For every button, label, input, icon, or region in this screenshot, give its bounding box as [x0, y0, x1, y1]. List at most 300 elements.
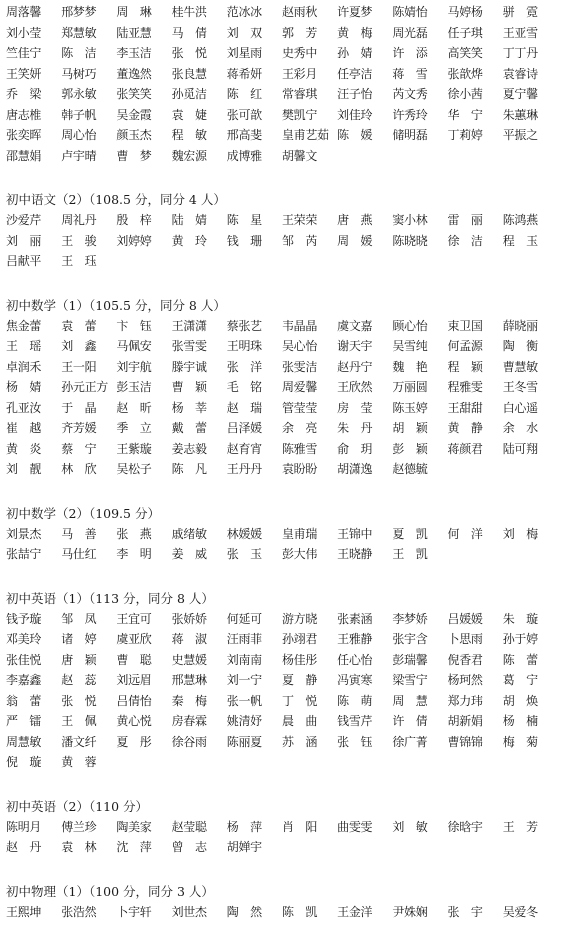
student-name: 陈雅雪 — [281, 441, 318, 456]
student-name: 朱 丹 — [337, 421, 373, 435]
student-name: 赵德毓 — [392, 462, 428, 476]
student-name: 孙翊君 — [281, 632, 318, 646]
student-name: 李 明 — [116, 547, 152, 561]
student-name: 吕媛媛 — [447, 611, 483, 626]
score-section — [6, 797, 558, 858]
student-name: 赵 蕊 — [61, 673, 97, 687]
student-name: 管莹莹 — [281, 400, 318, 415]
student-name: 傅兰珍 — [61, 819, 97, 834]
student-name: 戚绪敏 — [171, 526, 207, 541]
student-name: 黄 梅 — [337, 25, 373, 40]
student-name: 朱蕙琳 — [502, 107, 538, 122]
student-name: 吴松子 — [116, 462, 152, 476]
student-name: 韦晶晶 — [281, 318, 318, 333]
student-name: 曹 颖 — [171, 380, 207, 394]
section-heading: 初中语文（2）（108.5 分，同分 4 人） — [6, 192, 226, 207]
student-name: 虞亚欣 — [116, 632, 152, 646]
student-name: 张娇娇 — [171, 611, 207, 626]
student-name: 秦 梅 — [171, 693, 207, 708]
student-name: 任亭洁 — [337, 66, 373, 81]
student-name: 齐芳媛 — [61, 421, 97, 435]
student-name: 汪雨菲 — [226, 632, 262, 646]
student-name: 许秀玲 — [392, 107, 428, 122]
student-name: 束卫国 — [447, 318, 483, 333]
student-name: 沈 萍 — [116, 840, 152, 854]
student-name: 邹 凤 — [61, 611, 97, 626]
student-name: 刘 梅 — [502, 526, 538, 541]
student-name: 钱予璇 — [6, 611, 42, 626]
student-name: 薛晓丽 — [502, 318, 538, 333]
student-name: 曹慧敏 — [502, 359, 538, 374]
student-name: 孙觅洁 — [171, 87, 207, 101]
student-name: 王紫璇 — [116, 441, 152, 456]
student-name: 黄心悦 — [116, 714, 152, 728]
student-name: 陶 衡 — [502, 339, 538, 353]
student-name: 张雪雯 — [171, 339, 207, 353]
student-name: 白心遥 — [502, 400, 538, 415]
name-grid — [6, 902, 558, 923]
name-grid — [6, 2, 558, 166]
student-name: 程 颖 — [447, 359, 483, 374]
section-heading: 初中英语（1）（113 分，同分 8 人） — [6, 590, 214, 606]
student-name: 钱 珊 — [226, 233, 262, 248]
student-name: 赵丹宁 — [337, 359, 373, 374]
student-name: 王金洋 — [337, 904, 373, 919]
student-name: 王 瑶 — [6, 339, 42, 353]
student-name: 芮文秀 — [392, 87, 428, 101]
student-name: 毛 铭 — [226, 380, 262, 394]
student-name: 赵 昕 — [116, 400, 152, 415]
student-name: 刘 靓 — [6, 462, 42, 476]
student-name: 蒋 淑 — [171, 632, 207, 646]
score-section — [6, 2, 558, 166]
student-name: 吕倩怡 — [116, 693, 152, 708]
student-name: 林媛媛 — [226, 526, 262, 541]
student-name: 许 添 — [392, 46, 428, 60]
student-name: 尹姝娴 — [392, 904, 428, 919]
student-name: 邢慧琳 — [171, 673, 207, 687]
student-name: 王彩月 — [281, 66, 318, 81]
student-name: 俞 玥 — [337, 441, 373, 456]
student-name: 陆 婧 — [171, 213, 207, 227]
student-name: 卜宇轩 — [116, 904, 152, 919]
student-name: 诸 婷 — [61, 632, 97, 646]
student-name: 孙于婷 — [502, 632, 538, 646]
student-name: 卞 钰 — [116, 318, 152, 333]
student-name: 夏 凯 — [392, 526, 428, 541]
name-grid — [6, 210, 558, 272]
student-name: 梁雪宁 — [392, 673, 428, 687]
student-name: 夏 彤 — [116, 734, 152, 749]
student-name: 杨 萍 — [226, 819, 262, 834]
student-name: 吴金霞 — [116, 107, 152, 122]
student-name: 卢宇晴 — [61, 148, 97, 163]
student-name: 周 慧 — [392, 693, 428, 708]
student-name: 孙 婧 — [337, 46, 373, 60]
student-name: 刘 敏 — [392, 819, 428, 834]
student-name: 陈明月 — [6, 819, 42, 834]
student-name: 丁 悦 — [281, 693, 318, 708]
student-name: 杨 楠 — [502, 714, 538, 728]
student-name: 蔡 宁 — [61, 441, 97, 456]
student-name: 董逸然 — [116, 66, 152, 81]
student-name: 张佳悦 — [6, 652, 42, 667]
student-name: 陈 星 — [226, 213, 262, 227]
student-name: 张宇含 — [392, 632, 428, 646]
student-name: 林 欣 — [61, 462, 97, 476]
student-name: 李梦娇 — [392, 611, 428, 626]
student-name: 彭 颖 — [392, 441, 428, 456]
student-name: 刘 双 — [226, 25, 262, 40]
student-name: 杨 婧 — [6, 380, 42, 394]
student-name: 周 琳 — [116, 5, 152, 19]
student-name: 韩子帆 — [61, 107, 97, 122]
student-name: 吴爱冬 — [502, 904, 538, 919]
student-name: 杨珂然 — [447, 673, 483, 687]
student-name: 王潇潇 — [171, 318, 207, 333]
student-name: 焦金蕾 — [6, 318, 42, 333]
student-name: 雷 丽 — [447, 213, 483, 227]
student-name: 孙元正方 — [61, 380, 108, 394]
student-name: 皇甫艺茹 — [281, 128, 329, 142]
student-name: 唐 燕 — [337, 213, 373, 227]
student-name: 马婷杨 — [447, 5, 483, 19]
student-name: 顾心怡 — [392, 318, 428, 333]
student-name: 赵育宵 — [226, 441, 262, 456]
student-name: 袁盼盼 — [281, 462, 318, 476]
student-name: 张一帆 — [226, 693, 262, 708]
student-name: 刘南南 — [226, 652, 262, 667]
student-name: 张 玉 — [226, 547, 262, 561]
student-name: 曹 聪 — [116, 652, 152, 667]
name-list-document — [6, 2, 558, 922]
student-name: 刘星雨 — [226, 46, 262, 60]
student-name: 陈丽夏 — [226, 734, 262, 749]
student-name: 张 宇 — [447, 904, 483, 919]
student-name: 任心怡 — [337, 652, 373, 667]
student-name: 张 洋 — [226, 359, 262, 374]
student-name: 李嘉鑫 — [6, 673, 42, 687]
student-name: 房春霖 — [171, 714, 207, 728]
student-name: 乔 梁 — [6, 87, 42, 101]
student-name: 华 宁 — [447, 107, 483, 122]
section-heading: 初中数学（2）（109.5 分） — [6, 505, 160, 521]
student-name: 徐晗宇 — [447, 819, 483, 834]
student-name: 徐谷雨 — [171, 734, 207, 749]
student-name: 张可歆 — [226, 107, 262, 122]
student-name: 朱 璇 — [502, 611, 538, 626]
student-name: 谢天宇 — [337, 339, 373, 353]
student-name: 晨 曲 — [281, 714, 318, 728]
score-section — [6, 296, 558, 480]
student-name: 程 玉 — [502, 233, 538, 248]
name-grid — [6, 817, 558, 858]
student-name: 马 倩 — [171, 25, 207, 40]
student-name: 周心怡 — [61, 128, 97, 142]
section-heading: 初中英语（2）（110 分） — [6, 798, 149, 814]
student-name: 胡婵宇 — [226, 840, 262, 854]
student-name: 胡 颖 — [392, 421, 428, 435]
student-name: 曹 梦 — [116, 148, 152, 163]
student-name: 张歆烨 — [447, 66, 483, 81]
student-name: 蒋 雪 — [392, 66, 428, 81]
student-name: 周爱馨 — [281, 380, 318, 394]
student-name: 史秀中 — [281, 46, 318, 60]
student-name: 赵 丹 — [6, 840, 42, 854]
student-name: 郑力玮 — [447, 693, 483, 708]
student-name: 王明珠 — [226, 339, 262, 353]
student-name: 赵 瑞 — [226, 400, 262, 415]
student-name: 张 悦 — [61, 693, 97, 708]
student-name: 刘佳玲 — [337, 107, 373, 122]
student-name: 刘世杰 — [171, 904, 207, 919]
student-name: 邢高斐 — [226, 128, 262, 142]
student-name: 陈婧怡 — [392, 5, 428, 19]
student-name: 刘宇航 — [116, 359, 152, 374]
student-name: 陆亚慧 — [116, 25, 152, 40]
student-name: 蔡张艺 — [226, 318, 262, 333]
student-name: 陈 凡 — [171, 462, 207, 476]
student-name: 陆可翔 — [502, 441, 538, 456]
student-name: 唐志椎 — [6, 107, 42, 122]
student-name: 魏 艳 — [392, 359, 428, 374]
student-name: 蒋希妍 — [226, 66, 262, 81]
student-name: 郭 芳 — [281, 25, 318, 40]
student-name: 王雅静 — [337, 632, 373, 646]
student-name: 黄 蓉 — [61, 755, 97, 769]
student-name: 丁丁丹 — [502, 46, 538, 60]
student-name: 邵慧娟 — [6, 148, 42, 163]
student-name: 卓润禾 — [6, 359, 42, 374]
student-name: 许 倩 — [392, 714, 428, 728]
student-name: 周落馨 — [6, 5, 42, 19]
student-name: 唐 颖 — [61, 652, 97, 667]
student-name: 樊凯宁 — [281, 107, 318, 122]
student-name: 潘文纤 — [61, 734, 97, 749]
student-name: 冯寅寒 — [337, 673, 373, 687]
student-name: 严 镭 — [6, 714, 42, 728]
student-name: 袁 林 — [61, 840, 97, 854]
student-name: 何孟源 — [447, 339, 483, 353]
student-name: 吕献平 — [6, 254, 42, 268]
student-name: 倪 璇 — [6, 755, 42, 769]
student-name: 汪子怡 — [337, 87, 373, 101]
student-name: 陶 然 — [226, 904, 262, 919]
student-name: 王 凯 — [392, 547, 428, 561]
student-name: 骈 霓 — [502, 5, 538, 19]
student-name: 虞文嘉 — [337, 318, 373, 333]
section-heading: 初中数学（1）（105.5 分，同分 8 人） — [6, 297, 226, 313]
student-name: 刘远眉 — [116, 673, 152, 687]
score-section — [6, 589, 558, 773]
student-name: 邹 芮 — [281, 233, 318, 248]
student-name: 万丽圆 — [392, 380, 428, 394]
student-name: 夏 静 — [281, 673, 318, 687]
student-name: 滕宇诚 — [171, 359, 207, 374]
student-name: 苏 涵 — [281, 734, 318, 749]
student-name: 游方晓 — [281, 611, 318, 626]
student-name: 陈鸿燕 — [502, 213, 538, 227]
student-name: 余 亮 — [281, 421, 318, 435]
student-name: 竺佳宁 — [6, 46, 42, 60]
student-name: 王亚雪 — [502, 25, 538, 40]
score-section — [6, 190, 558, 272]
student-name: 程 敏 — [171, 128, 207, 142]
student-name: 袁 蕾 — [61, 318, 97, 333]
student-name: 陈 蕾 — [502, 652, 538, 667]
student-name: 王锦中 — [337, 526, 373, 541]
student-name: 皇甫瑞 — [281, 526, 318, 541]
student-name: 周光磊 — [392, 25, 428, 40]
student-name: 史慧媛 — [171, 652, 207, 667]
student-name: 任子琪 — [447, 25, 483, 40]
section-heading: 初中物理（1）（100 分，同分 3 人） — [6, 883, 214, 899]
student-name: 张 燕 — [116, 526, 152, 541]
student-name: 高笑笑 — [447, 46, 483, 60]
student-name: 姚清妤 — [226, 714, 262, 728]
student-name: 张 悦 — [171, 46, 207, 60]
student-name: 王荣荣 — [281, 213, 318, 227]
student-name: 胡新娟 — [447, 714, 483, 728]
student-name: 周 媛 — [337, 233, 373, 248]
student-name: 陈玉婷 — [392, 400, 428, 415]
student-name: 颜玉杰 — [116, 128, 152, 142]
name-grid — [6, 524, 558, 565]
name-grid — [6, 609, 558, 773]
student-name: 赵雨秋 — [281, 5, 318, 19]
score-section — [6, 504, 558, 565]
student-name: 魏宏源 — [171, 148, 207, 163]
student-name: 季 立 — [116, 421, 152, 435]
student-name: 沙爱芹 — [6, 213, 42, 227]
student-name: 陈 萌 — [337, 693, 373, 708]
student-name: 张奕晖 — [6, 128, 42, 142]
student-name: 马树巧 — [61, 66, 97, 81]
student-name: 王丹丹 — [226, 462, 262, 476]
student-name: 吕泽媛 — [226, 421, 262, 435]
student-name: 王欣然 — [337, 380, 373, 394]
student-name: 王 佩 — [61, 714, 97, 728]
student-name: 马 善 — [61, 526, 97, 541]
student-name: 崔 越 — [6, 421, 42, 435]
student-name: 刘 鑫 — [61, 339, 97, 353]
student-name: 曾 志 — [171, 840, 207, 854]
student-name: 戴 蕾 — [171, 421, 207, 435]
student-name: 丁莉婷 — [447, 128, 483, 142]
student-name: 徐 洁 — [447, 233, 483, 248]
student-name: 张 钰 — [337, 734, 373, 749]
student-name: 杨佳彤 — [281, 652, 318, 667]
student-name: 赵莹聪 — [171, 819, 207, 834]
student-name: 彭玉洁 — [116, 380, 152, 394]
student-name: 储明磊 — [392, 128, 428, 142]
score-section — [6, 882, 558, 923]
student-name: 徐广菁 — [392, 734, 428, 749]
student-name: 周慧敏 — [6, 734, 42, 749]
student-name: 殷 梓 — [116, 213, 152, 227]
student-name: 张雯洁 — [281, 359, 318, 374]
student-name: 曲雯雯 — [337, 819, 373, 834]
student-name: 许夏梦 — [337, 5, 373, 19]
student-name: 陈 红 — [226, 87, 262, 101]
student-name: 常睿琪 — [281, 87, 318, 101]
student-name: 刘一宁 — [226, 673, 262, 687]
student-name: 张浩然 — [61, 904, 97, 919]
student-name: 胡馨文 — [281, 148, 318, 163]
student-name: 王宜可 — [116, 611, 152, 626]
student-name: 于 晶 — [61, 400, 97, 415]
student-name: 窦小林 — [392, 213, 428, 227]
student-name: 彭瑞馨 — [392, 652, 428, 667]
student-name: 姜志毅 — [171, 441, 207, 456]
student-name: 徐小茜 — [447, 87, 483, 101]
student-name: 刘 丽 — [6, 233, 42, 248]
student-name: 张笑笑 — [116, 87, 152, 101]
student-name: 邢梦梦 — [61, 5, 97, 19]
student-name: 郑慧敏 — [61, 25, 97, 40]
student-name: 王笑妍 — [6, 66, 42, 81]
student-name: 黄 炎 — [6, 441, 42, 456]
student-name: 桂牛洪 — [171, 5, 207, 19]
student-name: 夏宁馨 — [502, 87, 538, 101]
student-name: 马佩安 — [116, 339, 152, 353]
student-name: 程雅雯 — [447, 380, 483, 394]
student-name: 何 洋 — [447, 526, 483, 541]
student-name: 钱雪芹 — [337, 714, 373, 728]
student-name: 刘小莹 — [6, 25, 42, 40]
student-name: 彭大伟 — [281, 547, 318, 561]
student-name: 肖 阳 — [281, 819, 318, 834]
student-name: 胡 焕 — [502, 693, 538, 708]
student-name: 平振之 — [502, 128, 538, 142]
student-name: 王晓静 — [337, 547, 373, 561]
student-name: 范冰冰 — [226, 5, 262, 19]
student-name: 袁 婕 — [171, 107, 207, 122]
student-name: 蒋颜君 — [447, 441, 483, 456]
student-name: 刘景杰 — [6, 526, 42, 541]
student-name: 马仕红 — [61, 547, 97, 561]
student-name: 王 珏 — [61, 254, 97, 268]
student-name: 邓美玲 — [6, 632, 42, 646]
student-name: 陈 媛 — [337, 128, 373, 142]
student-name: 何延可 — [226, 611, 262, 626]
student-name: 陈晓晓 — [392, 233, 428, 248]
student-name: 张素涵 — [337, 611, 373, 626]
student-name: 王一阳 — [61, 359, 97, 374]
student-name: 陈 凯 — [281, 904, 318, 919]
student-name: 胡潇逸 — [337, 462, 373, 476]
student-name: 周礼丹 — [61, 213, 97, 227]
student-name: 姜 威 — [171, 547, 207, 561]
student-name: 翁 蕾 — [6, 693, 42, 708]
student-name: 吴雪纯 — [392, 339, 428, 353]
student-name: 葛 宁 — [502, 673, 538, 687]
student-name: 王 芳 — [502, 819, 538, 834]
name-grid — [6, 316, 558, 480]
student-name: 王熙坤 — [6, 904, 42, 919]
student-name: 陶美家 — [116, 819, 152, 834]
student-name: 陈 洁 — [61, 46, 97, 60]
student-name: 袁睿诗 — [502, 66, 538, 81]
student-name: 王 骏 — [61, 233, 97, 248]
student-name: 李玉洁 — [116, 46, 152, 60]
student-name: 余 水 — [502, 421, 538, 435]
student-name: 张喆宁 — [6, 547, 42, 561]
student-name: 杨 莘 — [171, 400, 207, 415]
student-name: 黄 静 — [447, 421, 483, 435]
student-name: 曹锦锦 — [447, 734, 483, 749]
student-name: 成博雅 — [226, 148, 262, 163]
